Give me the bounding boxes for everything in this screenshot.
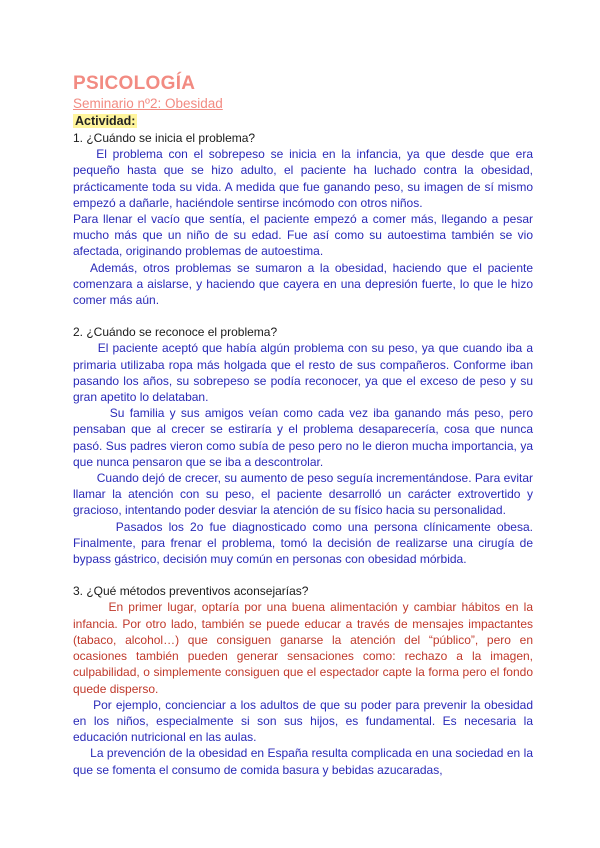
page-title: PSICOLOGÍA	[73, 73, 196, 94]
question-2: 2. ¿Cuándo se reconoce el problema?	[73, 325, 278, 340]
answer-3-paragraph-2: Por ejemplo, concienciar a los adultos de que su poder para prevenir la obesidad en los niños, especialmente si son sus hijos, es fundamental. Es necesaria la educación nutricional en las aulas.	[73, 697, 537, 745]
section-spacer	[73, 308, 600, 324]
section-3	[73, 583, 537, 777]
page-subtitle: Seminario nº2: Obesidad	[73, 96, 223, 111]
section-2	[73, 324, 537, 567]
section-spacer	[73, 567, 600, 583]
answer-1-paragraph-3: Además, otros problemas se sumaron a la obesidad, haciendo que el paciente comenzara a aislarse, y haciendo que cayera en una depresión fuerte, lo que le hizo comer más aún.	[73, 260, 537, 308]
answer-2-paragraph-1: El paciente aceptó que había algún problema con su peso, ya que cuando iba a primaria utilizaba ropa más holgada que el resto de sus compañeros. Conforme iban pasando los años, su sobrepeso se podía reconocer, ya que el exceso de peso y su gran apetito lo delataban.	[73, 341, 537, 405]
answer-1-paragraph-1: El problema con el sobrepeso se inicia en la infancia, ya que desde que era pequeño hasta que se hizo adulto, el paciente ha luchado contra la obesidad, prácticamente toda su vida. A medida que fue ganando peso, su imagen de sí mismo empezó a dañarle, haciéndole sentirse incómodo con otros niños.	[73, 147, 537, 210]
question-1: 1. ¿Cuándo se inicia el problema?	[73, 131, 256, 145]
answer-1-paragraph-2: Para llenar el vacío que sentía, el paciente empezó a comer más, llegando a pesar mucho más que un niño de su edad. Fue así como su autoestima también se vio afectada, originando problemas de autoestima.	[73, 212, 537, 259]
answer-3-paragraph-1: En primer lugar, optaría por una buena alimentación y cambiar hábitos en la infancia. Por otro lado, también se puede educar a través de mensajes impactantes (tabaco, alcohol…) que consiguen ganarse la atención del “público”, pero en ocasiones también pueden generar sensaciones como: rechazo a la imagen, culpabilidad, o simplemente consiguen que el espectador capte la forma pero el fondo quede disperso.	[73, 600, 537, 696]
answer-3-paragraph-3: La prevención de la obesidad en España resulta complicada en una sociedad en la que se fomenta el consumo de comida basura y bebidas azucaradas,	[73, 746, 537, 777]
question-3: 3. ¿Qué métodos preventivos aconsejarías?	[73, 584, 309, 599]
section-1	[73, 130, 537, 308]
answer-2-paragraph-4: Pasados los 2o fue diagnosticado como una persona clínicamente obesa. Finalmente, para frenar el problema, tomó la decisión de realizarse una cirugía de bypass gástrico, decisión muy común en personas con obesidad mórbida.	[73, 519, 537, 567]
activity-label: Actividad:	[75, 114, 136, 128]
answer-2-paragraph-2: Su familia y sus amigos veían como cada vez iba ganando más peso, pero pensaban que al crecer se estiraría y el problema desaparecería, cosa que nunca pasó. Sus padres vieron como subía de peso pero no le dieron mucha importancia, ya que nunca pensaron que se iba a descontrolar.	[73, 406, 537, 469]
answer-2-paragraph-3: Cuando dejó de crecer, su aumento de peso seguía incrementándose. Para evitar llamar la atención con su peso, el paciente desarrolló un carácter extrovertido y gracioso, intentando poder desviar la atención de su físico hacia su personalidad.	[73, 471, 537, 518]
